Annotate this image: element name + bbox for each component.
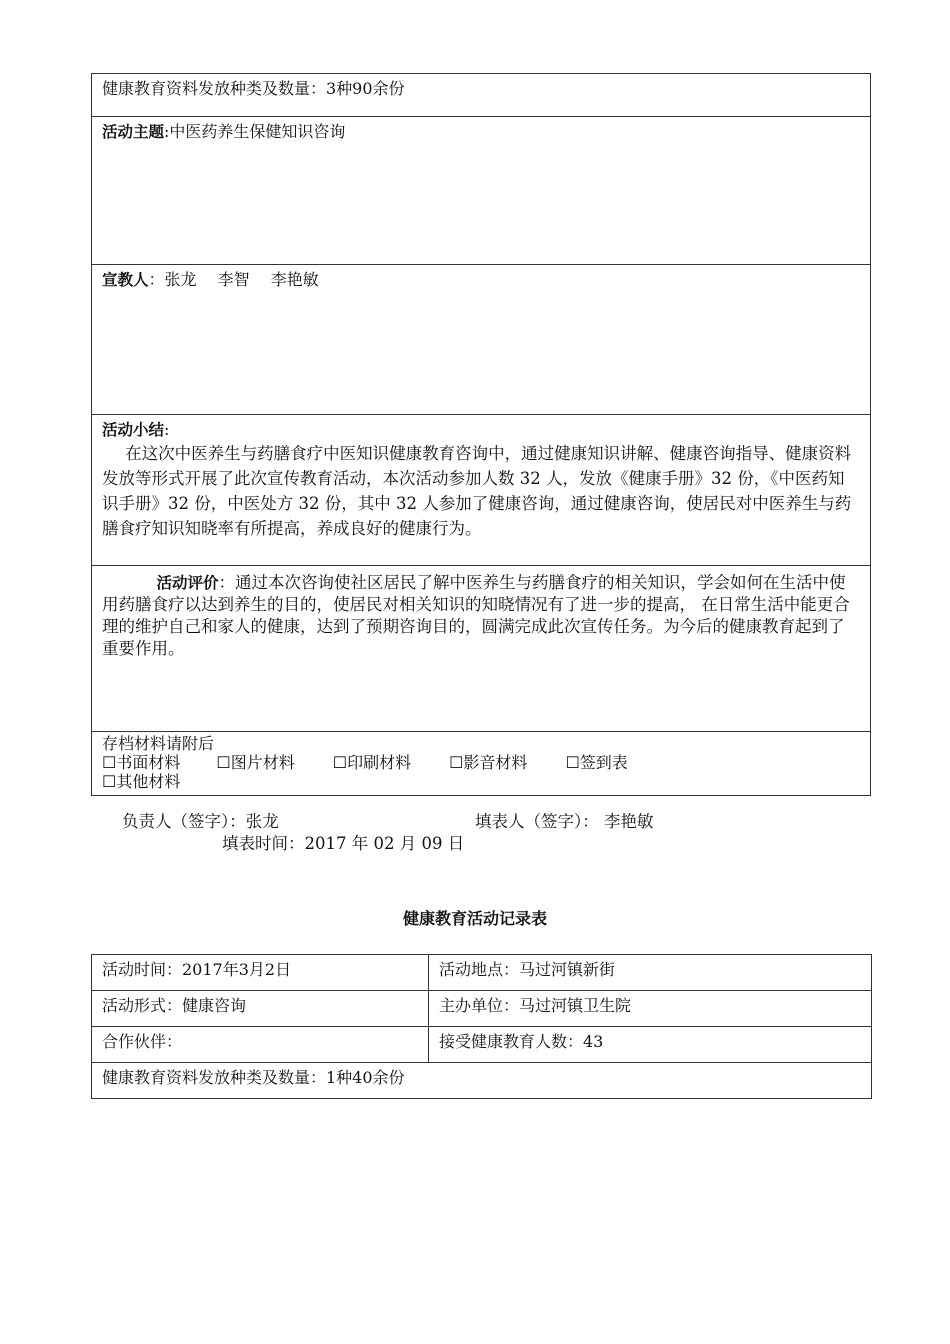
activity-theme-value: :中医药养生保健知识咨询 [164, 122, 346, 141]
activity-time-cell [92, 955, 429, 991]
archive-materials-title: 存档材料请附后 [102, 734, 215, 753]
activity-place-text: 活动地点：马过河镇新街 [439, 960, 616, 979]
activity-evaluation-label: 活动评价 [156, 574, 219, 592]
activity-summary-colon: : [164, 420, 170, 439]
materials-distributed-cell-2 [92, 1063, 872, 1099]
organizer-text: 主办单位：马过河镇卫生院 [439, 996, 632, 1015]
checkbox-picture-materials[interactable]: ☐图片材料 [216, 753, 295, 772]
materials-distributed-text-2: 健康教育资料发放种类及数量：1种40余份 [102, 1068, 405, 1087]
recipients-count-cell [429, 1027, 872, 1063]
form-fill-date: 填表时间：2017 年 02 月 09 日 [222, 834, 465, 853]
activity-time-text: 活动时间：2017年3月2日 [102, 960, 292, 979]
form-filler-signature: 填表人（签字）： 李艳敏 [475, 812, 654, 831]
activity-summary-cell [92, 415, 871, 566]
activity-form-text: 活动形式：健康咨询 [102, 996, 247, 1015]
materials-distributed-cell [92, 74, 871, 117]
archive-checkbox-group [102, 753, 860, 772]
partner-cell [92, 1027, 429, 1063]
checkbox-sign-in-sheet[interactable]: ☐签到表 [565, 753, 628, 772]
activity-summary-text: 在这次中医养生与药膳食疗中医知识健康教育咨询中，通过健康知识讲解、健康咨询指导、健康资料发放等形式开展了此次宣传教育活动，本次活动参加人数 32 人，发放《健康手册》32 份，《中医药知识手册》32 份，中医处方 32 份，其中 32 人参加了健康咨询，通过健康咨询，使居民对中医养生与药膳食疗知识知晓率有所提高，养成良好的健康行为。 [102, 444, 852, 538]
activity-theme-cell [92, 117, 871, 265]
educators-cell [92, 265, 871, 415]
archive-materials-cell [92, 732, 871, 796]
checkbox-audio-video-materials[interactable]: ☐影音材料 [449, 753, 528, 772]
activity-record-table-2 [91, 954, 872, 1099]
checkbox-printed-materials[interactable]: ☐印刷材料 [332, 753, 412, 772]
activity-form-cell [92, 991, 429, 1027]
responsible-person-signature: 负责人（签字）：张龙 [122, 812, 279, 831]
activity-place-cell [429, 955, 872, 991]
checkbox-other-materials[interactable]: ☐其他材料 [102, 772, 181, 791]
recipients-count-text: 接受健康教育人数：43 [439, 1032, 604, 1051]
activity-evaluation-text: ：通过本次咨询使社区居民了解中医养生与药膳食疗的相关知识，学会如何在生活中使用药膳食疗以达到养生的目的，使居民对相关知识的知晓情况有了进一步的提高， 在日常生活中能更合理的维护自己和家人的健康，达到了预期咨询目的，圆满完成此次宣传任务。为今后的健康教育起到了重要作用。 [102, 573, 850, 658]
record-table-title: 健康教育活动记录表 [402, 909, 547, 928]
activity-theme-label: 活动主题 [102, 123, 165, 141]
checkbox-written-materials[interactable]: ☐书面材料 [102, 753, 181, 772]
organizer-cell [429, 991, 872, 1027]
activity-record-table-1 [91, 73, 871, 796]
activity-summary-label: 活动小结 [102, 421, 165, 439]
materials-distributed-text: 健康教育资料发放种类及数量：3种90余份 [102, 79, 405, 98]
educators-value: ：张龙 李智 李艳敏 [148, 270, 319, 289]
educators-label: 宣教人 [102, 271, 149, 289]
activity-evaluation-cell [92, 566, 871, 732]
partner-text: 合作伙伴： [102, 1032, 183, 1051]
